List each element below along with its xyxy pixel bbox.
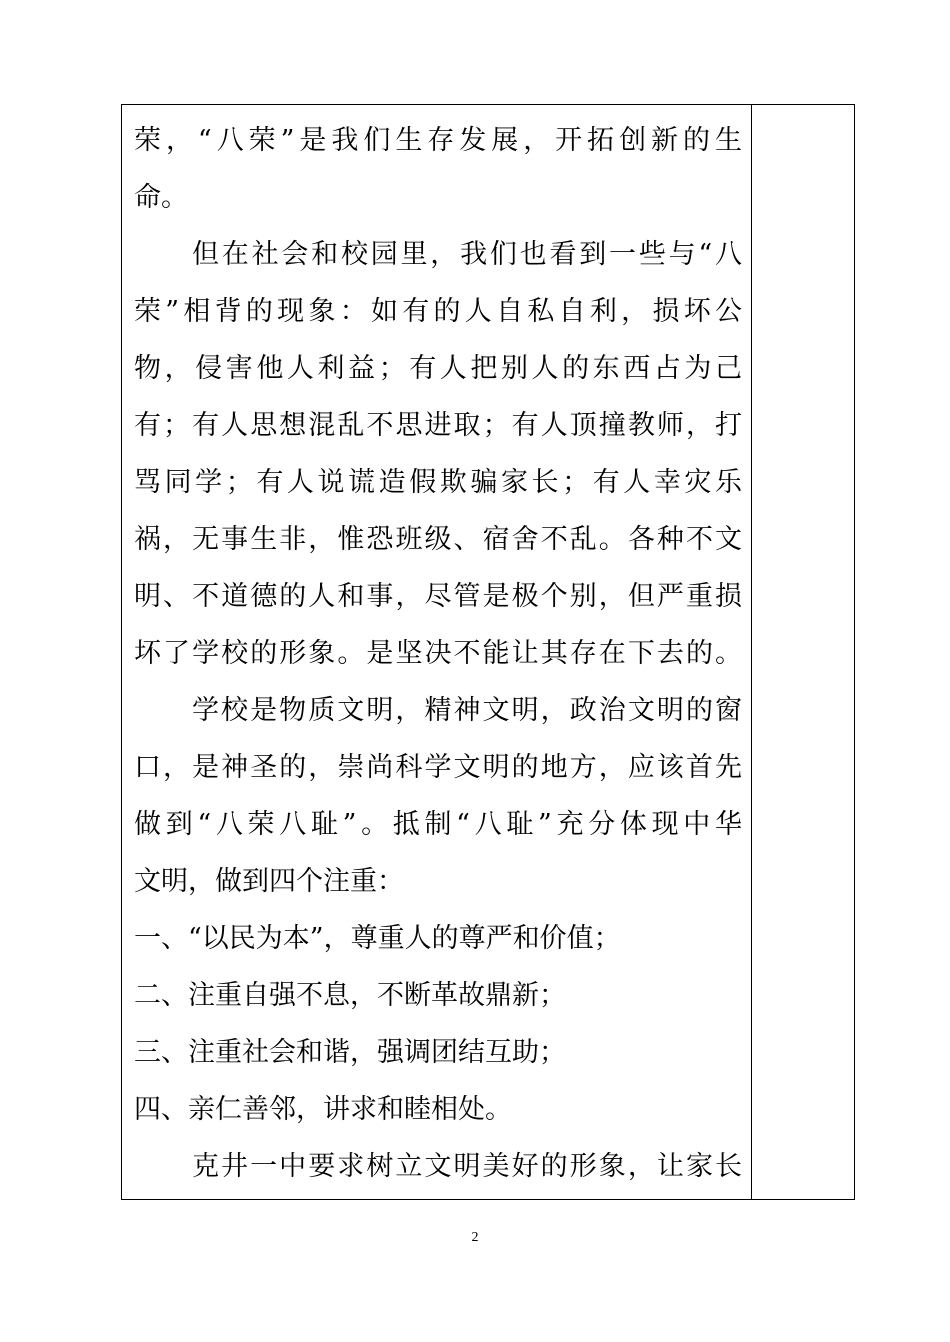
list-item: 一、“以民为本”，尊重人的尊严和价值；	[134, 923, 621, 954]
text-line: 口，是神圣的，崇尚科学文明的地方，应该首先	[134, 752, 742, 783]
paragraph-first-line: 但在社会和校园里，我们也看到一些与“八	[192, 239, 742, 270]
list-item: 二、注重自强不息，不断革故鼎新；	[134, 980, 566, 1011]
text-line: 骂同学；有人说谎造假欺骗家长；有人幸灾乐	[134, 467, 742, 498]
text-line: 文明，做到四个注重：	[134, 866, 404, 897]
paragraph-first-line: 克井一中要求树立文明美好的形象，让家长	[192, 1151, 742, 1182]
text-line: 祸，无事生非，惟恐班级、宿舍不乱。各种不文	[134, 524, 742, 555]
text-line: 物，侵害他人利益；有人把别人的东西占为己	[134, 353, 742, 384]
paragraph-first-line: 学校是物质文明，精神文明，政治文明的窗	[192, 695, 742, 726]
list-item: 四、亲仁善邻，讲求和睦相处。	[134, 1094, 512, 1125]
empty-side-cell	[752, 105, 854, 1199]
text-line: 命。	[134, 182, 188, 213]
text-line: 荣，“八荣”是我们生存发展，开拓创新的生	[134, 125, 742, 156]
text-line: 明、不道德的人和事，尽管是极个别，但严重损	[134, 581, 742, 612]
text-line: 坏了学校的形象。是坚决不能让其存在下去的。	[134, 638, 742, 669]
list-item: 三、注重社会和谐，强调团结互助；	[134, 1037, 566, 1068]
text-line: 荣”相背的现象：如有的人自私自利，损坏公	[134, 296, 742, 327]
text-line: 做到“八荣八耻”。抵制“八耻”充分体现中华	[134, 809, 742, 840]
text-cell	[122, 105, 752, 1199]
text-line: 有；有人思想混乱不思进取；有人顶撞教师，打	[134, 410, 742, 441]
document-table	[121, 104, 855, 1200]
page-number: 2	[471, 1230, 479, 1245]
